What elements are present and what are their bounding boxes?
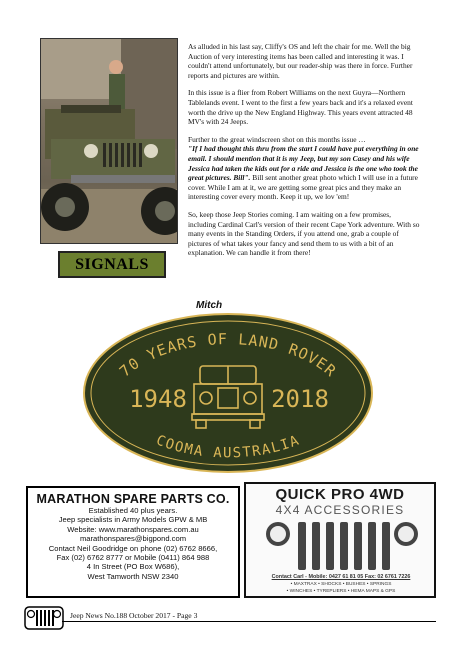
- quoted-email: "If I had thought this thru from the start I could have put everything in one email. I should mention that it is my Jeep, but my son Casey and his wife Jessica had taken the kids out for a ride and Jessica is the one who took the great pictures. Bill".: [188, 144, 419, 183]
- emblem-top-arc-text: 70 YEARS OF LAND ROVER: [115, 330, 341, 381]
- marathon-website[interactable]: Website: www.marathonspares.com.au: [67, 524, 199, 534]
- cover-photo-jeep: [40, 38, 178, 244]
- quickpro-contact: Contact Carl - Mobile: 0427 61 81 05 Fax: 02 6761 7226: [271, 574, 411, 580]
- editor-signature: Mitch: [196, 300, 223, 311]
- marathon-email[interactable]: marathonspares@bigpond.com: [79, 534, 187, 544]
- emblem-year-right: 2018: [271, 385, 329, 413]
- editorial-intro: Further to the great windscreen shot on this months issue …: [188, 134, 366, 144]
- editorial-paragraph-1: As alluded in his last say, Cliffy's OS and left the chair for me. Well the big Auction of very interesting items has been called and interesting it was. I couldn't attend unfortunately, but our reader-ship was there in force. Further reports and pictures are within.: [188, 42, 413, 80]
- marathon-spare-parts-advert: [26, 486, 240, 598]
- editorial-remark: Bill sent another great photo which I will use in a future cover. While I am at it, we are getting some great pics and they make an interesting cover every month. Keep it up, we lov 'em!: [188, 173, 418, 202]
- signals-label: SIGNALS: [58, 251, 166, 278]
- quick-pro-4wd-advert: [244, 482, 436, 598]
- jeep-grille-icon: [262, 520, 422, 572]
- editorial-paragraph-2: In this issue is a flier from Robert Williams on the next Guyra—Northern Tablelands event. I went to the first a few years back and it's a relaxed event worth the drive up the New England Highway. This years event attracted 48 MV's with 24 Jeeps.: [188, 88, 413, 127]
- page-footer: Jeep News No.188 October 2017 - Page 3: [70, 611, 198, 620]
- marathon-line: 4 In Street (PO Box W686),: [86, 562, 180, 572]
- land-rover-70-years-emblem: [82, 312, 374, 474]
- editorial-paragraph-4: So, keep those Jeep Stories coming. I am waiting on a few promises, including Cardinal Carl's version of their recent Cape York adventure. With so many events in the Standing Orders, if you attend one, grab a couple of pictures of what takes your fancy and send them to us with a bit of an explanation. We can handle it from there!: [188, 209, 420, 258]
- quickpro-subtitle: 4X4 ACCESSORIES: [275, 503, 405, 517]
- quickpro-products-row-2: • WINCHES • TYREPLIERS • HEMA MAPS & GPS: [286, 589, 396, 594]
- editorial-paragraph-3: [188, 135, 420, 202]
- footer-divider: [62, 621, 436, 622]
- jeep-grille-footer-icon: [24, 606, 64, 630]
- editorial-column: [188, 42, 420, 266]
- marathon-line: Jeep specialists in Army Models GPW & MB: [58, 515, 208, 525]
- emblem-bottom-arc-text: COOMA AUSTRALIA: [153, 432, 303, 462]
- marathon-line: West Tamworth NSW 2340: [87, 571, 179, 581]
- marathon-title: MARATHON SPARE PARTS CO.: [36, 492, 230, 506]
- quickpro-title: QUICK PRO 4WD: [275, 486, 405, 503]
- jeep-photo-illustration: [41, 39, 177, 243]
- emblem-year-left: 1948: [129, 385, 187, 413]
- marathon-line: Fax (02) 6762 8777 or Mobile (0411) 864 988: [56, 553, 210, 563]
- marathon-line: Contact Neil Goodridge on phone (02) 6762 8666,: [48, 543, 218, 553]
- marathon-line: Established 40 plus years.: [88, 506, 178, 515]
- quickpro-products-row-1: • MAXTRAX • SHOCKS • BUSHES • SPRINGS: [290, 582, 392, 587]
